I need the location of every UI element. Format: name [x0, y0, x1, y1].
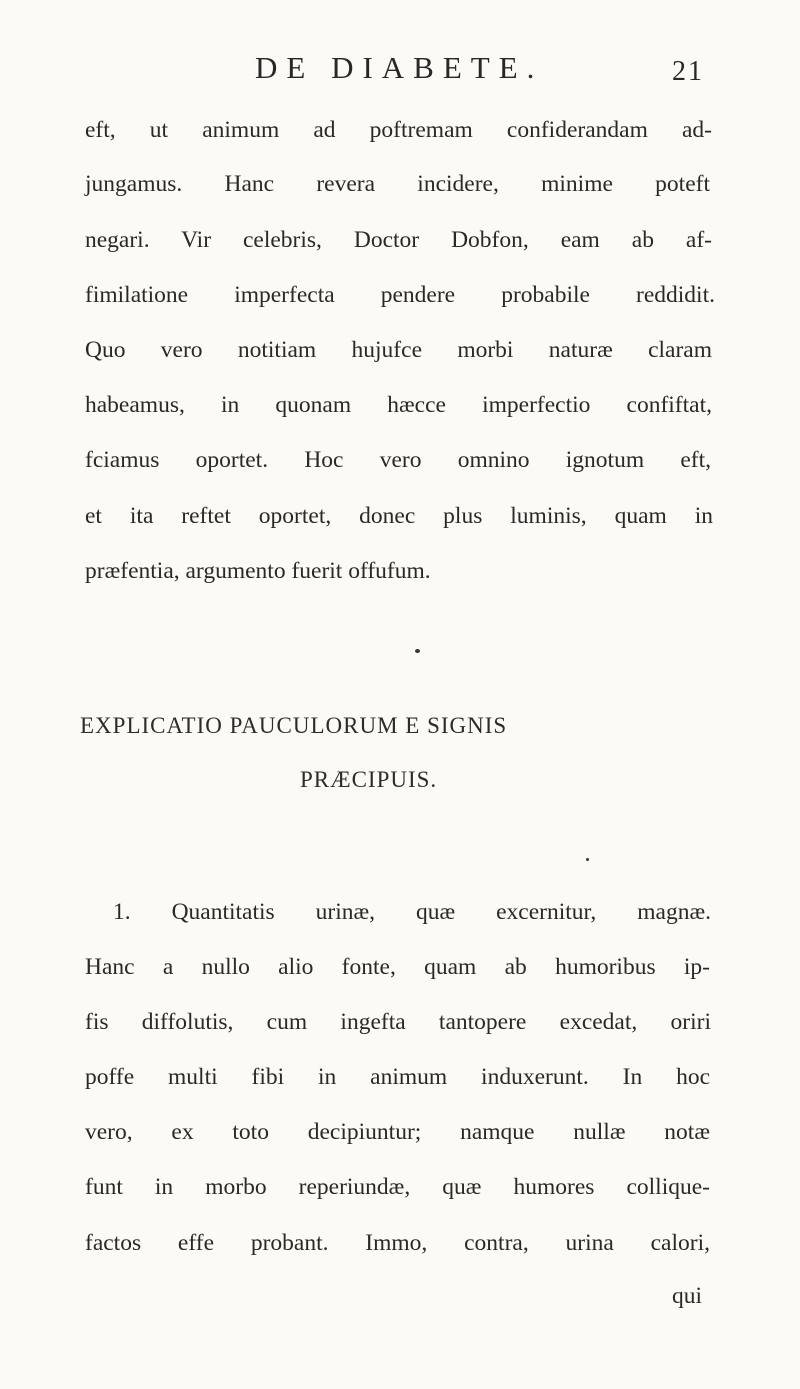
page-number: 21 — [672, 56, 704, 87]
ink-speck — [415, 649, 420, 653]
text-line: poffe multi fibi in animum induxerunt. In hoc — [85, 1064, 710, 1090]
text-line: funt in morbo reperiundæ, quæ humores collique- — [85, 1174, 710, 1200]
text-line: negari. Vir celebris, Doctor Dobfon, eam ab af- — [85, 227, 712, 253]
ink-speck — [586, 858, 589, 861]
text-line: 1. Quantitatis urinæ, quæ excernitur, magnæ. — [113, 899, 711, 925]
section-heading-line-2: PRÆCIPUIS. — [300, 767, 438, 792]
text-line: præfentia, argumento fuerit offufum. — [85, 558, 431, 584]
text-line: Hanc a nullo alio fonte, quam ab humoribus ip- — [85, 954, 710, 980]
running-title: DE DIABETE. — [255, 50, 544, 85]
text-line: Quo vero notitiam hujufce morbi naturæ claram — [85, 337, 712, 363]
text-line: habeamus, in quonam hæcce imperfectio confiftat, — [85, 392, 712, 418]
text-line: jungamus. Hanc revera incidere, minime poteft — [85, 171, 710, 197]
text-line: factos effe probant. Immo, contra, urina calori, — [85, 1230, 710, 1256]
section-heading-line-1: EXPLICATIO PAUCULORUM E SIGNIS — [80, 713, 508, 738]
catchword: qui — [672, 1283, 703, 1309]
text-line: fis diffolutis, cum ingefta tantopere excedat, oriri — [85, 1009, 711, 1035]
text-line: et ita reftet oportet, donec plus luminis, quam in — [85, 503, 713, 529]
text-line: eft, ut animum ad poftremam confiderandam ad- — [85, 117, 712, 143]
running-head — [0, 50, 800, 100]
text-line: vero, ex toto decipiuntur; namque nullæ notæ — [85, 1119, 710, 1145]
text-line: fimilatione imperfecta pendere probabile reddidit. — [85, 282, 715, 308]
text-line: fciamus oportet. Hoc vero omnino ignotum eft, — [85, 447, 711, 473]
